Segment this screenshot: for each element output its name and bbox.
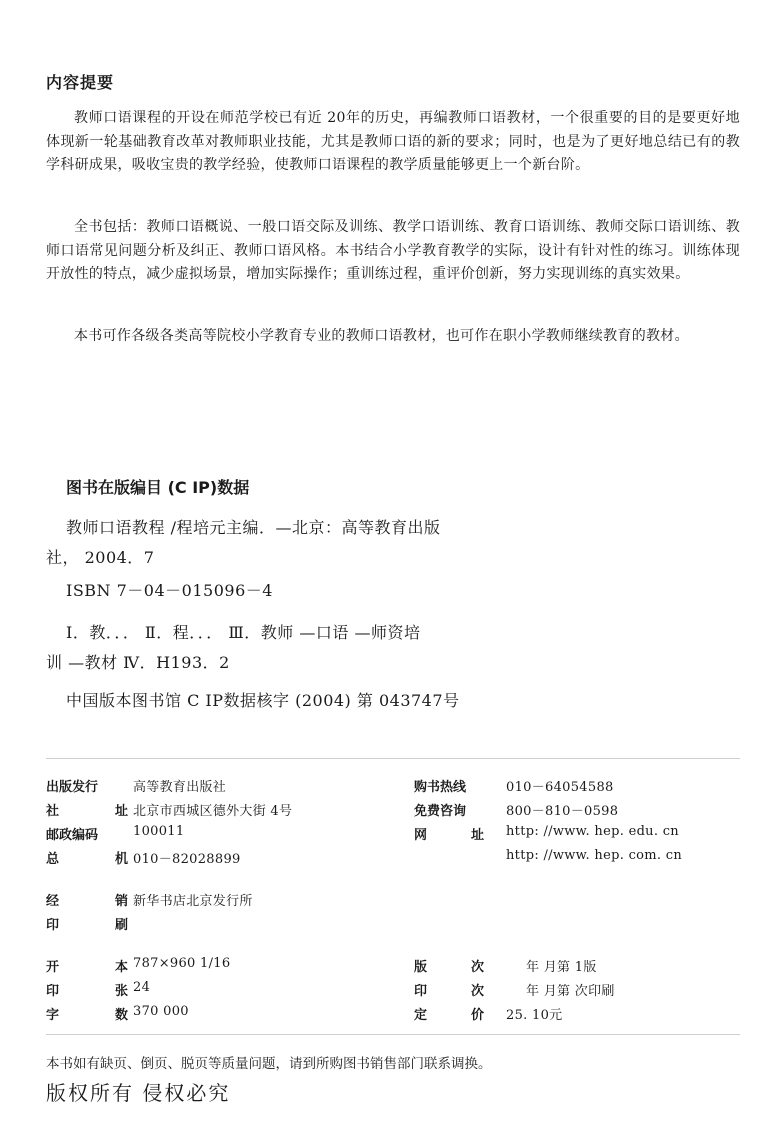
label-distributor: 经 销 xyxy=(46,894,128,909)
cip-line-1: 教师口语教程 /程培元主编．—北京：高等教育出版 xyxy=(66,518,441,537)
value-format: 787×960 1/16 xyxy=(133,956,231,971)
value-website-1[interactable]: http: //www. hep. edu. cn xyxy=(506,824,679,839)
label-publisher: 出版发行 xyxy=(46,780,99,795)
value-switchboard: 010－82028899 xyxy=(133,852,241,867)
intro-paragraph-1: 教师口语课程的开设在师范学校已有近 20年的历史，再编教师口语教材，一个很重要的目的是要更好地体现新一轮基础教育改革对教师职业技能，尤其是教师口语的新的要求；同时，也是为了更好地总结已有的教学科研成果，吸收宝贵的教学经验，使教师口语课程的教学质量能够更上一个新台阶。 xyxy=(46,110,740,173)
divider-bottom xyxy=(46,1034,740,1035)
label-switchboard: 总 机 xyxy=(46,852,128,867)
label-edition: 版 次 xyxy=(414,960,484,975)
label-sheets: 印 张 xyxy=(46,984,128,999)
divider-top xyxy=(46,758,740,759)
label-price: 定 价 xyxy=(414,1008,484,1023)
cip-line-6: 中国版本图书馆 C IP数据核字 (2004) 第 043747号 xyxy=(66,691,460,710)
value-publisher: 高等教育出版社 xyxy=(133,780,227,795)
value-postcode: 100011 xyxy=(133,824,185,839)
label-free-consult: 免费咨询 xyxy=(414,804,467,819)
label-address: 社 址 xyxy=(46,804,128,819)
label-printer: 印 刷 xyxy=(46,918,128,933)
cip-line-4: Ⅰ．教．．． Ⅱ．程．．． Ⅲ．教师 —口语 —师资培 xyxy=(66,623,421,642)
cip-line-5: 训 —教材 Ⅳ．H193．2 xyxy=(46,653,230,672)
value-edition: 年 月第 1版 xyxy=(526,960,597,975)
label-website: 网 址 xyxy=(414,828,484,843)
label-word-count: 字 数 xyxy=(46,1008,128,1023)
label-format: 开 本 xyxy=(46,960,128,975)
cip-line-2: 社， 2004．7 xyxy=(46,548,155,567)
intro-title: 内容提要 xyxy=(46,73,115,92)
value-order-hotline: 010－64054588 xyxy=(506,780,614,795)
value-printing: 年 月第 次印刷 xyxy=(526,984,615,999)
value-distributor: 新华书店北京发行所 xyxy=(133,894,253,909)
cip-line-3: ISBN 7－04－015096－4 xyxy=(66,581,273,600)
value-price: 25. 10元 xyxy=(506,1008,563,1023)
cip-title: 图书在版编目 (C IP)数据 xyxy=(66,478,250,497)
intro-paragraph-3: 本书可作各级各类高等院校小学教育专业的教师口语教材，也可作在职小学教师继续教育的教材。 xyxy=(74,328,689,344)
value-sheets: 24 xyxy=(133,980,151,995)
copyright-notice: 版权所有 侵权必究 xyxy=(46,1081,231,1105)
value-free-consult: 800－810－0598 xyxy=(506,804,619,819)
label-printing: 印 次 xyxy=(414,984,484,999)
label-postcode: 邮政编码 xyxy=(46,828,99,843)
value-word-count: 370 000 xyxy=(133,1004,189,1019)
quality-notice: 本书如有缺页、倒页、脱页等质量问题，请到所购图书销售部门联系调换。 xyxy=(46,1056,492,1072)
value-address: 北京市西城区德外大街 4号 xyxy=(133,804,293,819)
intro-paragraph-2: 全书包括：教师口语概说、一般口语交际及训练、教学口语训练、教育口语训练、教师交际口语训练、教师口语常见问题分析及纠正、教师口语风格。本书结合小学教育教学的实际，设计有针对性的练习。训练体现开放性的特点，减少虚拟场景，增加实际操作；重训练过程，重评价创新，努力实现训练的真实效果。 xyxy=(46,219,740,282)
value-website-2[interactable]: http: //www. hep. com. cn xyxy=(506,848,683,863)
label-order-hotline: 购书热线 xyxy=(414,780,467,795)
